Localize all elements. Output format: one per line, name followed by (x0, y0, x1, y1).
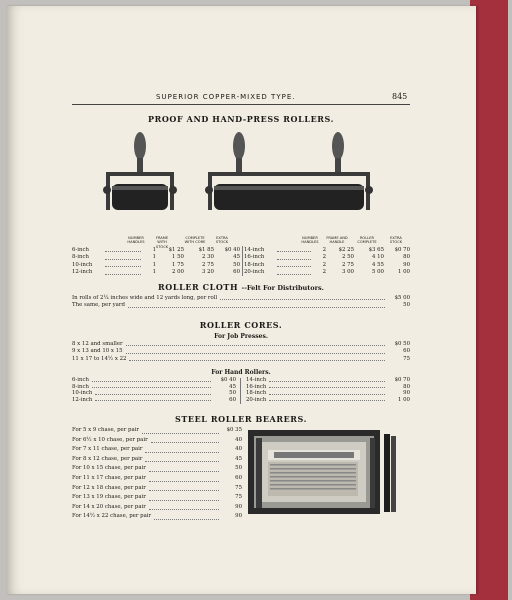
list-item: For 5 x 9 chase, per pair $0 35 (72, 427, 242, 433)
cores-hand-left (72, 377, 236, 403)
page-number: 845 (392, 92, 408, 101)
table-row: 20-inch 2 3 00 5 00 1 00 (244, 269, 410, 276)
list-item: 18-inch 90 (246, 390, 410, 397)
list-item: In rolls of 2¼ inches wide and 12 yards long, per roll $5 00 (72, 295, 410, 301)
list-item: The same, per yard 50 (72, 302, 410, 309)
col-header: FRAME WITH STOCK (155, 236, 169, 249)
list-item: For 11 x 17 chase, per pair 60 (72, 474, 242, 481)
roller-illustrations (94, 128, 394, 234)
table-row: 14-inch 2 $2 25 $3 65 $0 70 (244, 247, 410, 253)
col-header: EXTRA STOCK (215, 236, 229, 245)
list-item: 6-inch $0 40 (72, 377, 236, 383)
list-item: For 8 x 12 chase, per pair 45 (72, 455, 242, 462)
cores-job-list (72, 341, 410, 363)
bearers-list (72, 426, 242, 522)
list-item: For 6½ x 10 chase, per pair 40 (72, 436, 242, 443)
rollers-title: PROOF AND HAND-PRESS ROLLERS. (147, 114, 334, 124)
list-item: 14-inch $0 70 (246, 377, 410, 383)
col-header: FRAME AND HANDLE (326, 236, 348, 245)
list-item: For 12 x 18 chase, per pair 75 (72, 484, 242, 491)
single-handle-roller (103, 132, 177, 210)
list-item: 12-inch 60 (72, 396, 236, 403)
list-item: 20-inch 1 00 (246, 396, 410, 403)
cores-title: ROLLER CORES. (199, 320, 283, 330)
bearers-title: STEEL ROLLER BEARERS. (174, 414, 308, 424)
list-item: 16-inch 80 (246, 383, 410, 390)
list-item: For 14 x 20 chase, per pair 90 (72, 503, 242, 510)
table-row: 10-inch 1 1 75 2 75 50 (72, 261, 240, 268)
list-item: For 14½ x 22 chase, per pair 90 (72, 513, 242, 520)
list-item: 10-inch 50 (72, 390, 236, 397)
col-header: ROLLER COMPLETE (357, 236, 377, 245)
cores-hand-subtitle: For Hand Rollers. (211, 369, 271, 376)
cores-job-subtitle: For Job Presses. (214, 333, 268, 340)
table-row: 12-inch 1 2 00 3 20 60 (72, 269, 240, 276)
col-header: NUMBER HANDLES (301, 236, 319, 245)
roller-table-right (244, 247, 410, 277)
list-item: For 10 x 15 chase, per pair 50 (72, 465, 242, 472)
col-header: NUMBER HANDLES (127, 236, 145, 245)
table-row: 6-inch 1 $1 25 $1 85 $0 40 (72, 247, 240, 253)
column-divider (240, 378, 241, 404)
running-head: SUPERIOR COPPER-MIXED TYPE. (156, 93, 296, 101)
cloth-title: ROLLER CLOTH --Felt For Distributors. (158, 282, 324, 292)
list-item: 8 x 12 and smaller $0 50 (72, 341, 410, 347)
col-header: EXTRA STOCK (389, 236, 403, 245)
cores-hand-right (246, 377, 410, 403)
list-item: For 13 x 19 chase, per pair 75 (72, 494, 242, 501)
chase-illustration (246, 424, 398, 516)
column-divider (242, 246, 243, 276)
list-item: For 7 x 11 chase, per pair 40 (72, 446, 242, 453)
cloth-list (72, 295, 410, 310)
list-item: 8-inch 45 (72, 383, 236, 390)
table-row: 18-inch 2 2 75 4 55 90 (244, 261, 410, 268)
table-row: 8-inch 1 1 50 2 30 45 (72, 254, 240, 261)
col-header: COMPLETE WITH CORE (184, 236, 206, 245)
catalog-page (6, 6, 476, 594)
roller-table-left (72, 247, 240, 277)
list-item: 9 x 13 and 10 x 15 60 (72, 348, 410, 355)
header-rule (72, 104, 410, 105)
list-item: 11 x 17 to 14½ x 22 75 (72, 355, 410, 362)
table-row: 16-inch 2 2 50 4 10 80 (244, 254, 410, 261)
double-handle-roller (205, 132, 373, 210)
